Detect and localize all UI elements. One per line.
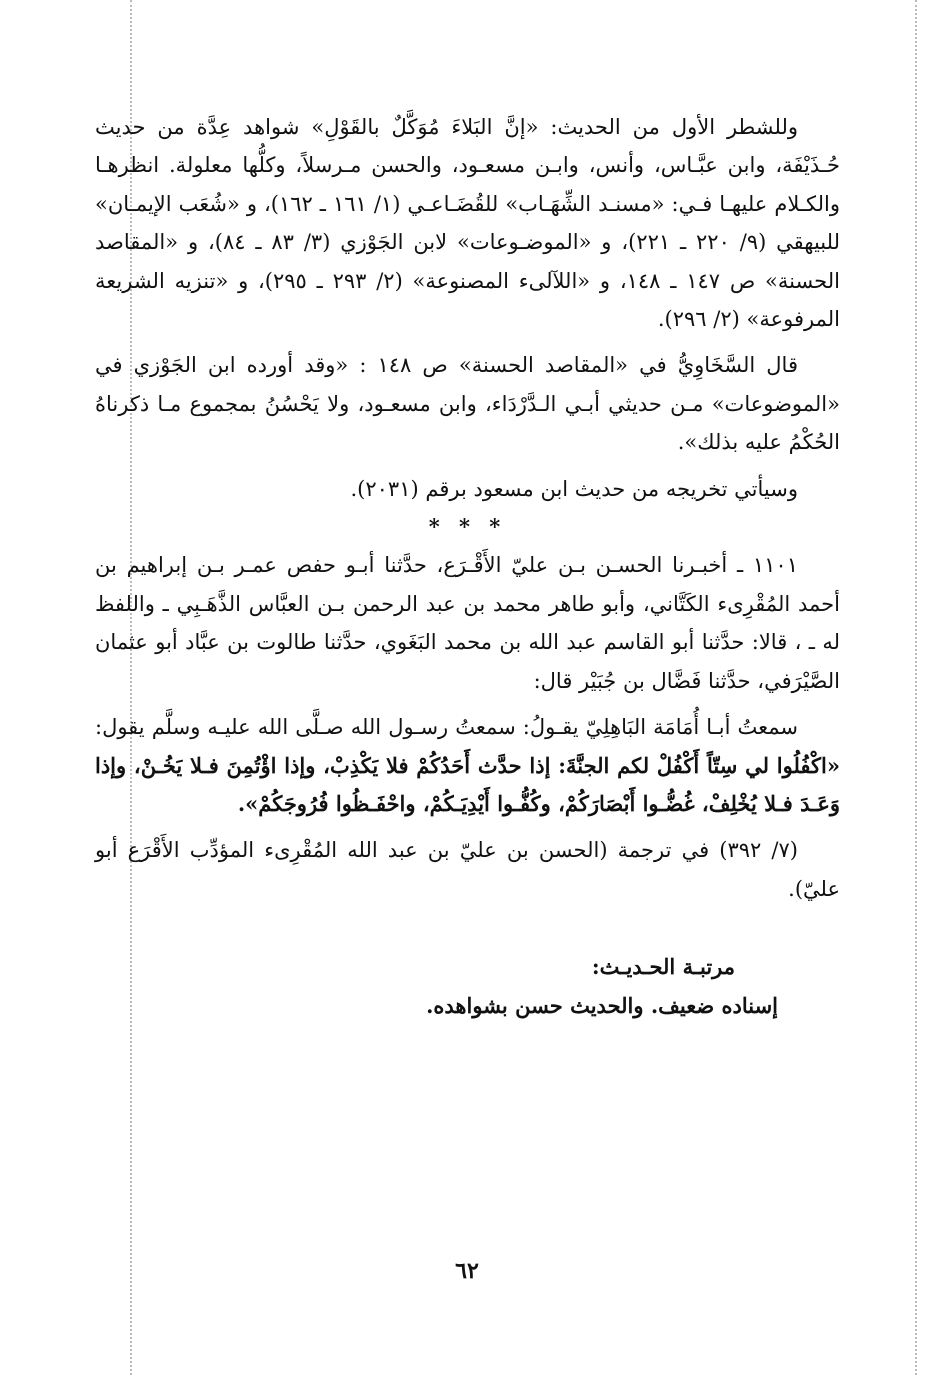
- paragraph-hadith: [95, 708, 840, 823]
- paragraph-cross-reference: وسيأتي تخريجه من حديث ابن مسعود برقم (٢٠٣١).: [350, 476, 798, 501]
- paragraph-grading-verdict: إسناده ضعيف. والحديث حسن بشواهده.: [426, 992, 778, 1018]
- hadith-text: «اكْفُلُوا لي سِتّاً أَكْفُلْ لكم الجنَّةَ: إذا حدَّث أَحَدُكُمْ فلا يَكْذِبْ، وإذا اؤْتُمِنَ فـلا يَخُـنْ، وإذا وَعَـدَ فـلا يُخْلِفْ، غُضُّـوا أَبْصَارَكُمْ، وكُفُّـوا أَيْدِيَـكُمْ، واحْفَـظُوا فُرُوجَكُمْ».: [95, 752, 840, 816]
- paragraph-source-note: (٧/ ٣٩٢) في ترجمة (الحسن بن عليّ بن عبد الله المُقْرِىء المؤدِّب الأَقْرَع أبو عليّ).: [95, 838, 840, 901]
- page-number: ٦٢: [455, 1258, 479, 1284]
- hadith-intro: سمعتُ أبـا أُمَامَة البَاهِلِيّ يقـولُ: سمعتُ رسـول الله صـلَّى الله عليـه وسلَّم يقول:: [95, 715, 798, 740]
- scan-margin-line-right: [915, 0, 917, 1375]
- section-separator: * * *: [428, 514, 507, 540]
- paragraph-sakhawi-quote: قال السَّخَاوِيُّ في «المقاصد الحسنة» ص ١٤٨ : «وقد أورده ابن الجَوْزي في «الموضوعات» مـن حديثي أبـي الـدَّرْدَاء، وابن مسعـود، ولا يَحْسُنُ بمجموع مـا ذكرناهُ الحُكْمُ عليه بذلك».: [95, 353, 840, 455]
- paragraph-isnad: ١١٠١ ـ أخبـرنا الحسـن بـن عليّ الأَقْـرَع، حدَّثنا أبـو حفص عمـر بـن إبراهيم بن أحمد المُقْرِىء الكَتَّاني، وأبو طاهر محمد بن عبد الرحمن بـن العبَّاس الذَّهَـبِي ـ واللفظ له ـ ، قالا: حدَّثنا أبو القاسم عبد الله بن محمد البَغَوي، حدَّثنا طالوت بن عبَّاد أبو عثمان الصَّيْرَفي، حدَّثنا فَضَّال بن جُبَيْر قال:: [95, 553, 840, 693]
- page-body: [95, 108, 840, 1025]
- section-heading-grading: مرتبـة الحـديـث:: [591, 954, 735, 980]
- paragraph-witnesses: وللشطر الأول من الحديث: «إنَّ البَلاءَ مُوَكَّلٌ بالقَوْلِ» شواهد عِدَّة من حديث حُـذَيْفَة، وابن عبَّـاس، وأنس، وابـن مسعـود، والحسن مـرسلاً، وكلُّها معلولة. انظرهـا والكـلام عليهـا فـي: «مسنـد الشِّهَـاب» للقُضَـاعـي (١/ ١٦١ ـ ١٦٢)، و «شُعَب الإيمـان» للبيهقي (٩/ ٢٢٠ ـ ٢٢١)، و «الموضـوعات» لابن الجَوْزي (٣/ ٨٣ ـ ٨٤)، و «المقاصد الحسنة» ص ١٤٧ ـ ١٤٨، و «اللآلىء المصنوعة» (٢/ ٢٩٣ ـ ٢٩٥)، و «تنزيه الشريعة المرفوعة» (٢/ ٢٩٦).: [95, 115, 840, 332]
